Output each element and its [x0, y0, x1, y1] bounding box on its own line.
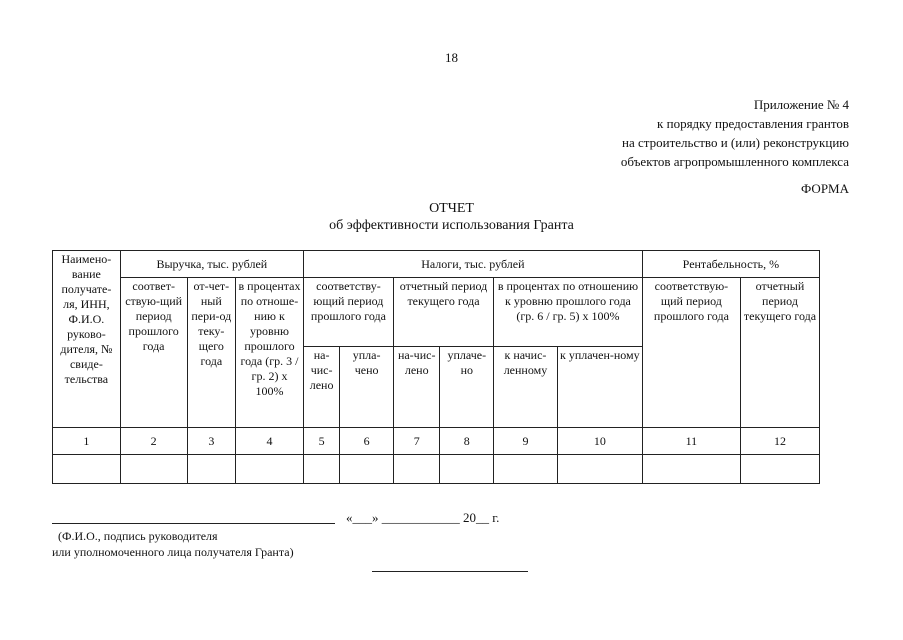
report-title: [0, 200, 903, 234]
column-number: 4: [236, 428, 304, 455]
tax-curr-paid-header: уплаче-но: [440, 347, 494, 428]
tax-percent-paid-header: к уплачен-ному: [557, 347, 642, 428]
data-cell: [440, 455, 494, 484]
signature-caption-line-2: или уполномоченного лица получателя Гранта): [52, 545, 294, 559]
data-cell: [494, 455, 558, 484]
form-label: ФОРМА: [801, 181, 849, 196]
appendix-header: [621, 95, 849, 171]
tax-prev-accrued-header: на-чис-лено: [303, 347, 339, 428]
data-cell: [740, 455, 819, 484]
column-number: 12: [740, 428, 819, 455]
column-number: 3: [187, 428, 236, 455]
data-cell: [642, 455, 740, 484]
taxes-header: Налоги, тыс. рублей: [303, 251, 642, 278]
signature-line: [52, 523, 335, 524]
tax-percent-header: в процентах по отношению к уровню прошлого года (гр. 6 / гр. 5) x 100%: [494, 278, 643, 347]
data-cell: [120, 455, 187, 484]
revenue-header: Выручка, тыс. рублей: [120, 251, 303, 278]
column-number: 6: [340, 428, 394, 455]
tax-prev-paid-header: упла-чено: [340, 347, 394, 428]
tax-current-period-header: отчетный период текущего года: [393, 278, 493, 347]
report-table: [52, 250, 820, 484]
report-title-line-2: об эффективности использования Гранта: [329, 218, 574, 233]
appendix-line-4: объектов агропромышленного комплекса: [620, 154, 849, 169]
appendix-line-2: к порядку предоставления грантов: [657, 116, 849, 131]
bottom-rule: [372, 571, 528, 572]
column-number: 9: [494, 428, 558, 455]
tax-curr-accrued-header: на-чис-лено: [393, 347, 440, 428]
profitability-prev-period-header: соответствую-щий период прошлого года: [642, 278, 740, 428]
revenue-prev-period-header: соответ-ствую-щий период прошлого года: [120, 278, 187, 428]
tax-percent-accrued-header: к начис-ленному: [494, 347, 558, 428]
data-cell: [557, 455, 642, 484]
column-number: 7: [393, 428, 440, 455]
date-field: «___» ____________ 20__ г.: [346, 510, 500, 525]
column-number: 1: [53, 428, 121, 455]
revenue-percent-header: в процентах по отноше-нию к уровню прошлого года (гр. 3 / гр. 2) x 100%: [236, 278, 304, 428]
appendix-line-3: на строительство и (или) реконструкцию: [622, 135, 849, 150]
report-title-line-1: ОТЧЕТ: [429, 201, 474, 216]
empty-data-row: [53, 455, 820, 484]
column-number: 10: [557, 428, 642, 455]
data-cell: [236, 455, 304, 484]
data-cell: [303, 455, 339, 484]
appendix-line-1: Приложение № 4: [753, 97, 849, 112]
data-cell: [187, 455, 236, 484]
signature-caption: [52, 528, 294, 560]
column-number: 8: [440, 428, 494, 455]
recipient-header: Наимено-вание получате-ля, ИНН, Ф.И.О. руково-дителя, № свиде-тельства: [53, 251, 121, 428]
column-number: 5: [303, 428, 339, 455]
profitability-current-period-header: отчетный период текущего года: [740, 278, 819, 428]
data-cell: [53, 455, 121, 484]
column-number: 11: [642, 428, 740, 455]
profitability-header: Рентабельность, %: [642, 251, 819, 278]
tax-prev-period-header: соответству-ющий период прошлого года: [303, 278, 393, 347]
page-number: 18: [445, 50, 458, 65]
signature-caption-line-1: (Ф.И.О., подпись руководителя: [58, 529, 218, 543]
data-cell: [340, 455, 394, 484]
column-number: 2: [120, 428, 187, 455]
data-cell: [393, 455, 440, 484]
revenue-current-period-header: от-чет-ный пери-од теку-щего года: [187, 278, 236, 428]
